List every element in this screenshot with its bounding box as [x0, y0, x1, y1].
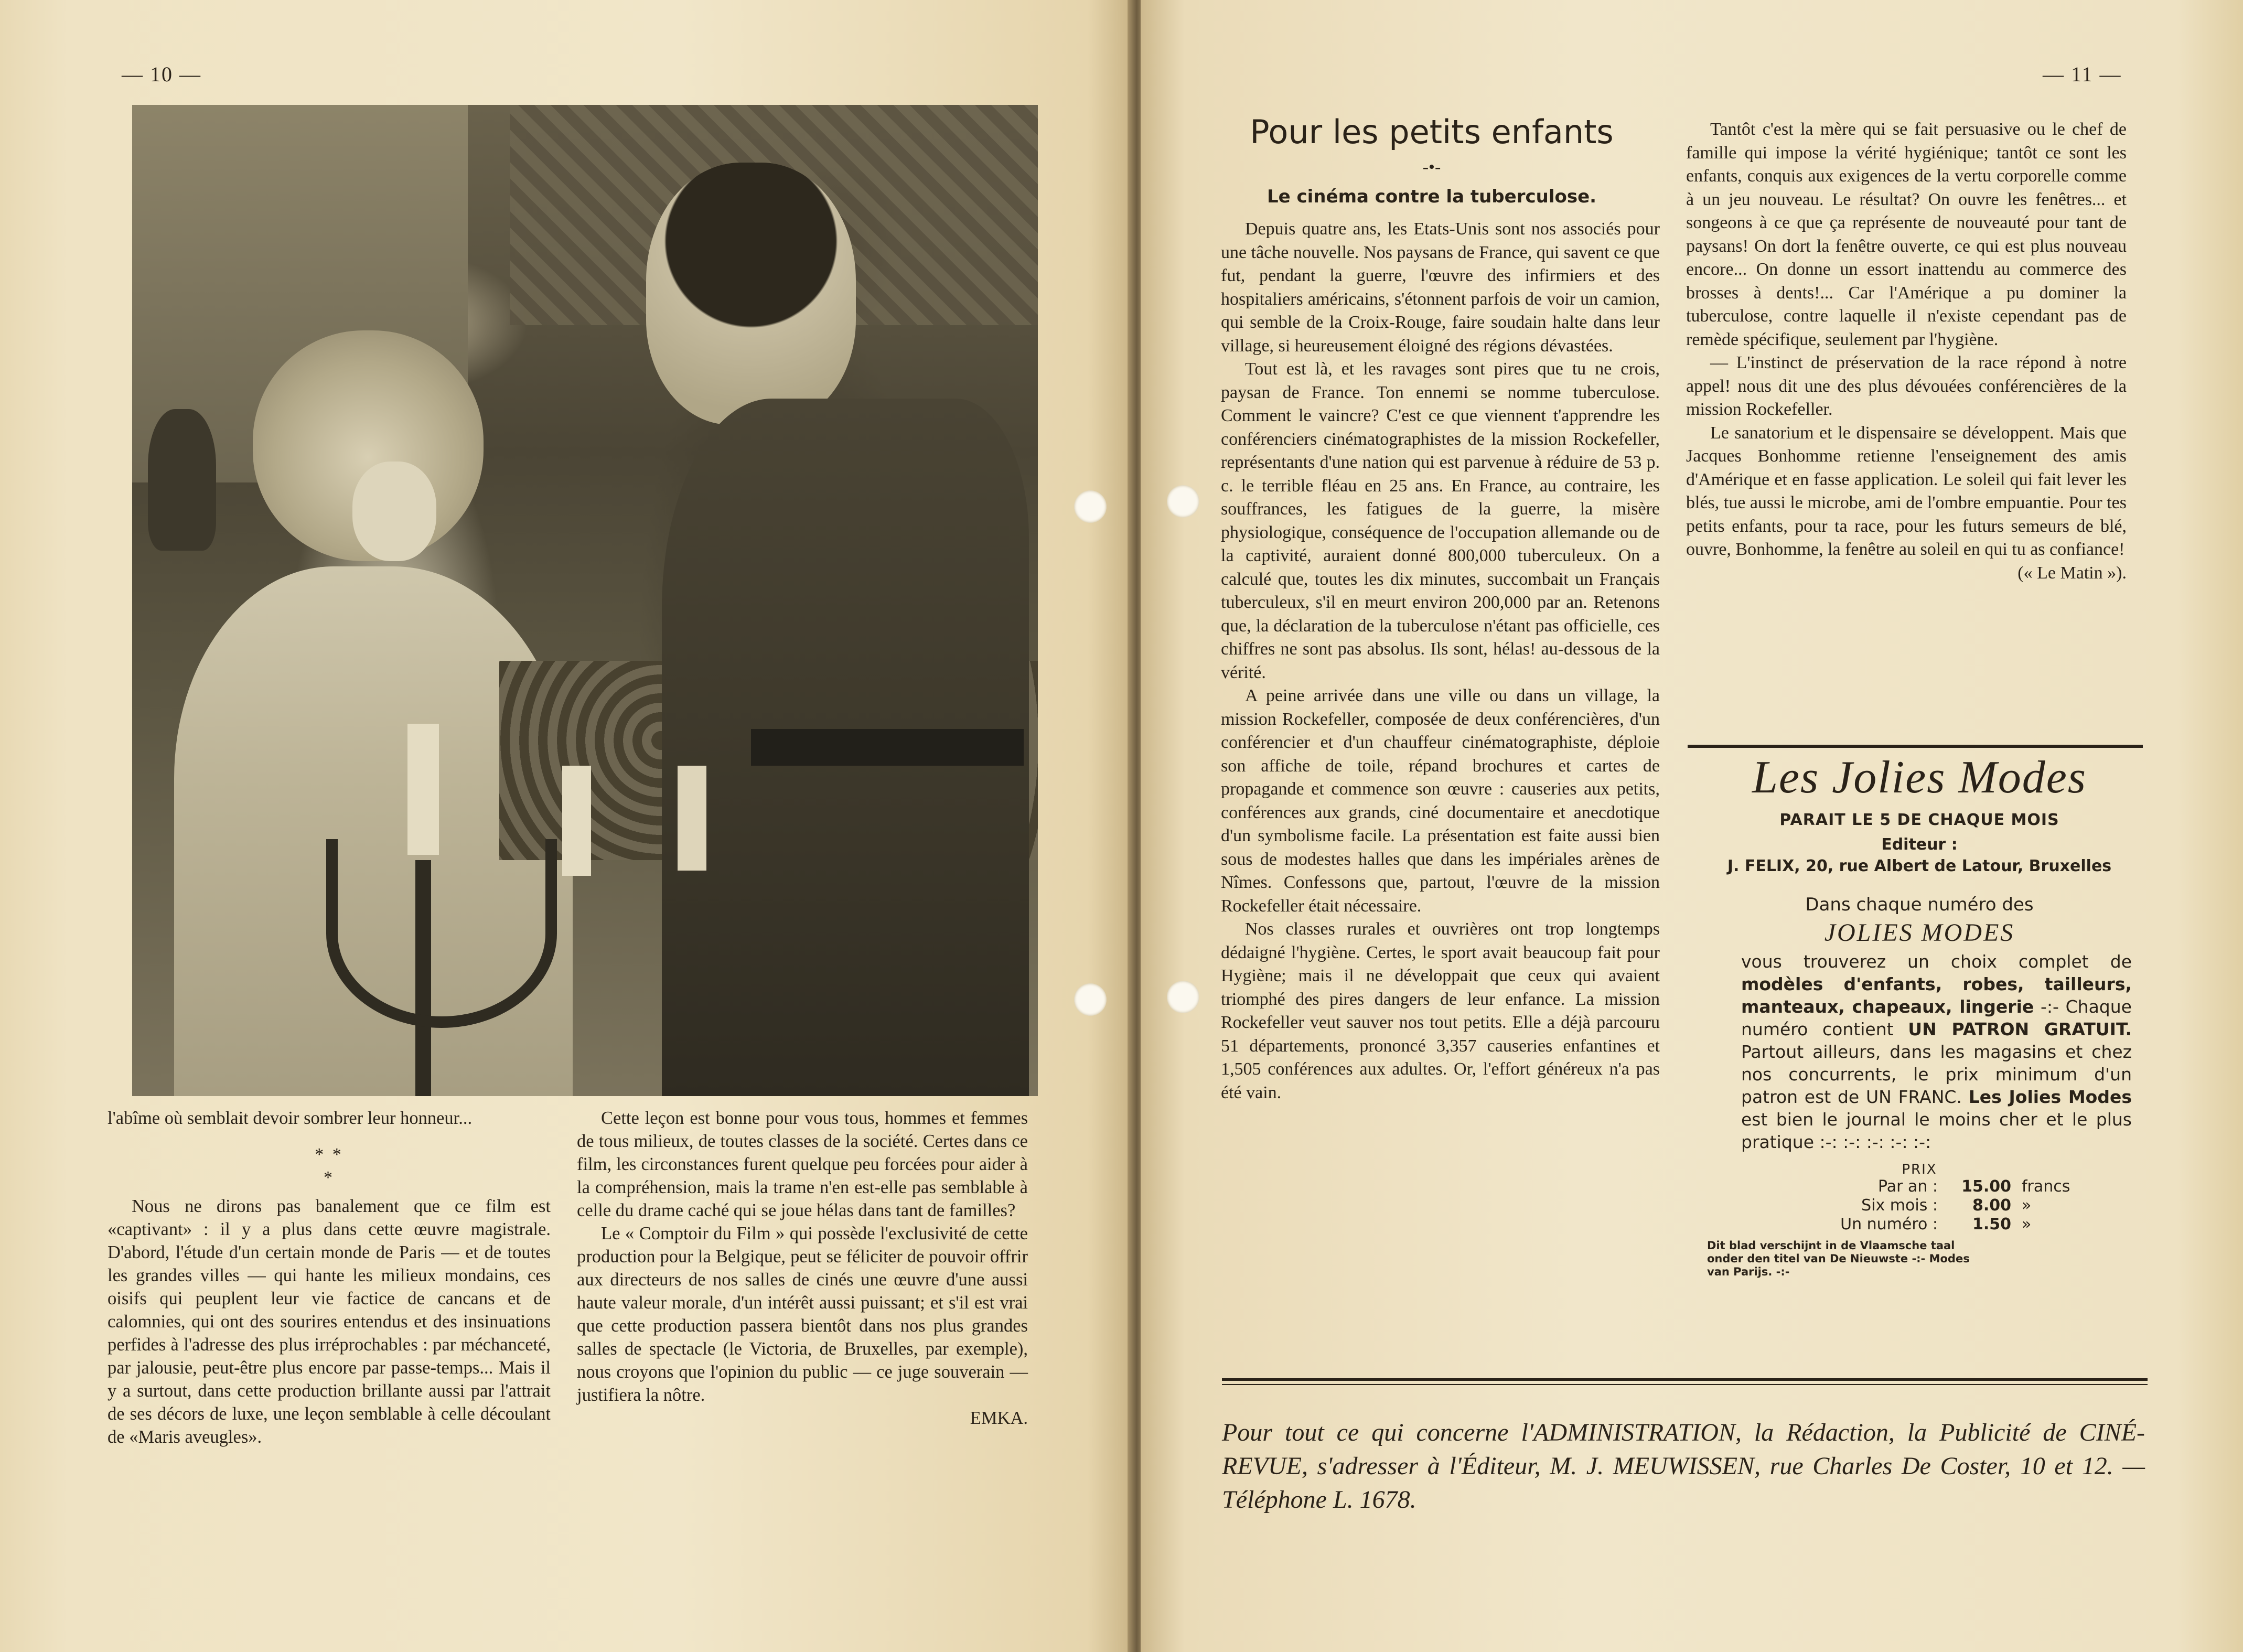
- paragraph: Nos classes rurales et ouvrières ont trop longtemps dédaigné l'hygiène. Certes, le sport avait beaucoup fait pour Hygiène; mais il ne développait que ceux qui avaient triomphé des pires dangers de leur enfance. La mission Rockefeller veut sauver nos tout petits. Elle a déjà parcouru 51 départements, prononcé 3,357 causeries enfantines et 1,505 conférences aux adultes. Or, l'effort généreux n'a pas été vain.: [1221, 919, 1660, 1102]
- ad-body-bold: UN PATRON GRATUIT.: [1908, 1019, 2132, 1039]
- price-label: Par an :: [1877, 1177, 1938, 1196]
- price-row: [1796, 1177, 2148, 1196]
- film-still-photo: [132, 105, 1038, 1096]
- ad-name: JOLIES MODES: [1824, 919, 2015, 947]
- woman-face: [352, 462, 436, 561]
- jug-shape: [148, 409, 216, 551]
- ad-body-text: est bien le journal le moins cher et le plus pratique: [1741, 1109, 2132, 1152]
- page-number-left: — 10 —: [122, 62, 201, 86]
- paragraph: Cette leçon est bonne pour vous tous, hommes et femmes de tous milieux, de toutes classes de la société. Certes dans ce film, les circonstances furent quelque peu forcées pour aider à la compréhension, mais la trame n'en est-elle pas semblable à celle du drame caché qui se joue hélas dans tant de familles?: [577, 1108, 1028, 1220]
- paragraph: Le « Comptoir du Film » qui possède l'exclusivité de cette production pour la Belgique, peut se féliciter de pouvoir offrir aux directeurs de nos salles de cinés une œuvre d'une aussi haute valeur morale, d'un intérêt aussi puissant; et s'il est vrai que cette production passera bientôt dans nos plus grandes salles de spectacle (le Victoria, de Bruxelles, par exemple), nous croyons que l'opinion du public — ce juge souverain — justifiera la nôtre.: [577, 1224, 1028, 1405]
- article-source: (« Le Matin »).: [2017, 563, 2127, 583]
- ad-tagline: PARAIT LE 5 DE CHAQUE MOIS: [1779, 811, 2059, 829]
- ad-body-text: Chaque numéro contient: [1741, 996, 2132, 1039]
- binding-hole: [1074, 490, 1107, 523]
- ad-divider: [1688, 745, 2143, 748]
- price-row: [1796, 1196, 2148, 1215]
- binding-hole: [1167, 485, 1199, 518]
- price-unit: »: [2022, 1215, 2032, 1233]
- price-unit: »: [2022, 1196, 2032, 1215]
- candle-far-right: [678, 766, 706, 871]
- ad-intro: Dans chaque numéro des: [1805, 894, 2034, 915]
- author-signature: EMKA.: [970, 1408, 1028, 1428]
- ad-editor-address: J. FELIX, 20, rue Albert de Latour, Bruxelles: [1727, 857, 2112, 875]
- ad-title: Les Jolies Modes: [1752, 752, 2087, 803]
- article-column-right: [577, 1107, 1028, 1430]
- page-number-right: — 11 —: [2043, 62, 2122, 86]
- article-column-1: [1221, 218, 1660, 1104]
- candelabra-arms: [326, 839, 557, 1028]
- paragraph: Tantôt c'est la mère qui se fait persuasive ou le chef de famille qui impose la vérité hygiénique; tantôt ce sont les enfants, conquis aux exigences de la vertu corporelle comme à un jeu nouveau. Le résultat? On ouvre les fenêtres... et songeons à ce que ça représente de nouveauté pour tant de paysans! On dort la fenêtre ouverte, ce qui est plus nouveau encore... On donne un essort inattendu au commerce des brosses à dents!... Car l'Amérique a pu dominer la tuberculose, contre laquelle il n'existe cependant pas de remède spécifique, seulement par l'hygiène.: [1686, 120, 2127, 349]
- paragraph: — L'instinct de préservation de la race répond à notre appel! nous dit une des plus dévouées conférencières de la mission Rockefeller.: [1686, 353, 2127, 419]
- price-label: Un numéro :: [1840, 1215, 1938, 1233]
- flemish-note: Dit blad verschijnt in de Vlaamsche taal onder den titel van De Nieuwste -:- Modes van Parijs. -:-: [1707, 1239, 1970, 1278]
- article-subtitle: Le cinéma contre la tuberculose.: [1267, 186, 1597, 207]
- binding-hole: [1074, 983, 1107, 1016]
- paragraph: Depuis quatre ans, les Etats-Unis sont nos associés pour une tâche nouvelle. Nos paysans de France, qui savent ce que fut, pendant la guerre, l'œuvre des infirmiers et des hospitaliers américains, s'étonnent parfois de voir un camion, qui semble de la Croix-Rouge, faire soudain halte dans leur village, si heureusement éloigné des régions dévastées.: [1221, 219, 1660, 356]
- article-column-left: [108, 1107, 551, 1449]
- paragraph: Le sanatorium et le dispensaire se développent. Mais que Jacques Bonhomme retienne l'enseignement des amis d'Amérique et en fasse application. Le soleil qui fait lever les blés, tue aussi le microbe, ami de l'ombre empuantie. Pour tes petits enfants, pour ta race, pour les futurs semeurs de blé, ouvre, Bonhomme, la fenêtre au soleil en qui tu as confiance!: [1686, 423, 2127, 559]
- price-label: Six mois :: [1861, 1196, 1938, 1215]
- ad-body-separator: -:-: [2040, 996, 2059, 1017]
- ad-body-text: Partout ailleurs, dans les magasins et chez nos concurrents, le prix minimum d'un patron est de UN FRANC.: [1741, 1042, 2132, 1107]
- ad-prices: [1796, 1177, 2148, 1234]
- price-value: 8.00: [1972, 1196, 2011, 1215]
- ad-body-bold: Les Jolies Modes: [1968, 1087, 2132, 1107]
- paragraph: Tout est là, et les ravages sont pires que tu ne crois, paysan de France. Ton ennemi se nomme tuberculose. Comment le vaincre? C'est ce que viennent t'apprendre les conférenciers cinématographistes de la mission Rockefeller, représentants d'une nation qui est parvenue à réduire de 53 p. c. le terrible fléau en 25 ans. En France, au contraire, les souffrances, les fatigues de la guerre, la misère physiologique, conséquence de l'occupation allemande ou de la captivité, auraient donné 800,000 tuberculeux. On a calculé que, toutes les dix minutes, succombait un Français tuberculeux, s'il en meurt environ 200,000 par an. Retenons que, la déclaration de la tuberculose n'étant pas officielle, ces chiffres ne sont pas absolus. Ils sont, hélas! au-dessous de la vérité.: [1221, 359, 1660, 682]
- article-column-2: [1686, 118, 2127, 585]
- ad-prix-label: PRIX: [1902, 1162, 1937, 1177]
- price-value: 1.50: [1972, 1215, 2011, 1233]
- paragraph: A peine arrivée dans une ville ou dans un village, la mission Rockefeller, composée de deux conférencières, d'un conférencier et d'un chauffeur cinématographiste, déploie son affiche de toile, répand brochures et cartes de propagande et commence son œuvre : causeries aux petits, conférences aux grands, ciné documentaire et anecdotique d'un symbolisme facile. La présentation est faite aussi bien sous de modestes halles que dans les impériales arènes de Nîmes. Confessons que, partout, l'œuvre de la mission Rockefeller était nécessaire.: [1221, 686, 1660, 916]
- administration-notice: Pour tout ce qui concerne l'ADMINISTRATION, la Rédaction, la Publicité de CINÉ-REVUE, s'adresser à l'Éditeur, M. J. MEUWISSEN, rue Charles De Coster, 10 et 12. — Téléphone L. 1678.: [1222, 1419, 2145, 1514]
- price-unit: francs: [2022, 1177, 2070, 1196]
- man-head: [646, 163, 856, 425]
- ad-body-bold: modèles d'enfants, robes, tailleurs, manteaux, chapeaux, lingerie: [1741, 974, 2132, 1017]
- uniform-belt: [751, 729, 1024, 766]
- candle-right: [562, 766, 591, 876]
- caption-opening: l'abîme où semblait devoir sombrer leur honneur...: [108, 1108, 473, 1128]
- asterism-divider: * * *: [315, 1145, 344, 1187]
- price-row: [1796, 1215, 2148, 1234]
- title-ornament: -•-: [1422, 157, 1441, 177]
- paragraph: Nous ne dirons pas banalement que ce film est «captivant» : il y a plus dans cette œuvre magistrale. D'abord, l'étude d'un certain monde de Paris — et de toutes les grandes villes — qui hante les milieux mondains, ces oisifs qui peuplent leur vie factice de cancans et de calomnies, qui ont des sourires entendus et des insinuations perfides à l'adresse des plus irréprochables : par méchanceté, par jalousie, peut-être plus encore par passe-temps... Mais il y a surtout, dans cette production brillante aussi par l'attrait de ses décors de luxe, une leçon semblable à celle découlant de «Maris aveugles».: [108, 1196, 551, 1447]
- candle-center: [407, 724, 439, 855]
- binding-hole: [1167, 981, 1199, 1013]
- article-title: Pour les petits enfants: [1250, 113, 1614, 151]
- ad-body: [1741, 950, 2132, 1153]
- notice-divider-thin: [1222, 1384, 2148, 1385]
- ad-editor-label: Editeur :: [1881, 835, 1958, 854]
- ad-body-separator: :-: :-: :-: :-: :-:: [1819, 1132, 1931, 1152]
- price-value: 15.00: [1961, 1177, 2011, 1196]
- notice-divider: [1222, 1378, 2148, 1381]
- jolies-modes-ad: [1691, 749, 2148, 1279]
- ad-body-text: vous trouverez un choix complet de: [1741, 951, 2132, 972]
